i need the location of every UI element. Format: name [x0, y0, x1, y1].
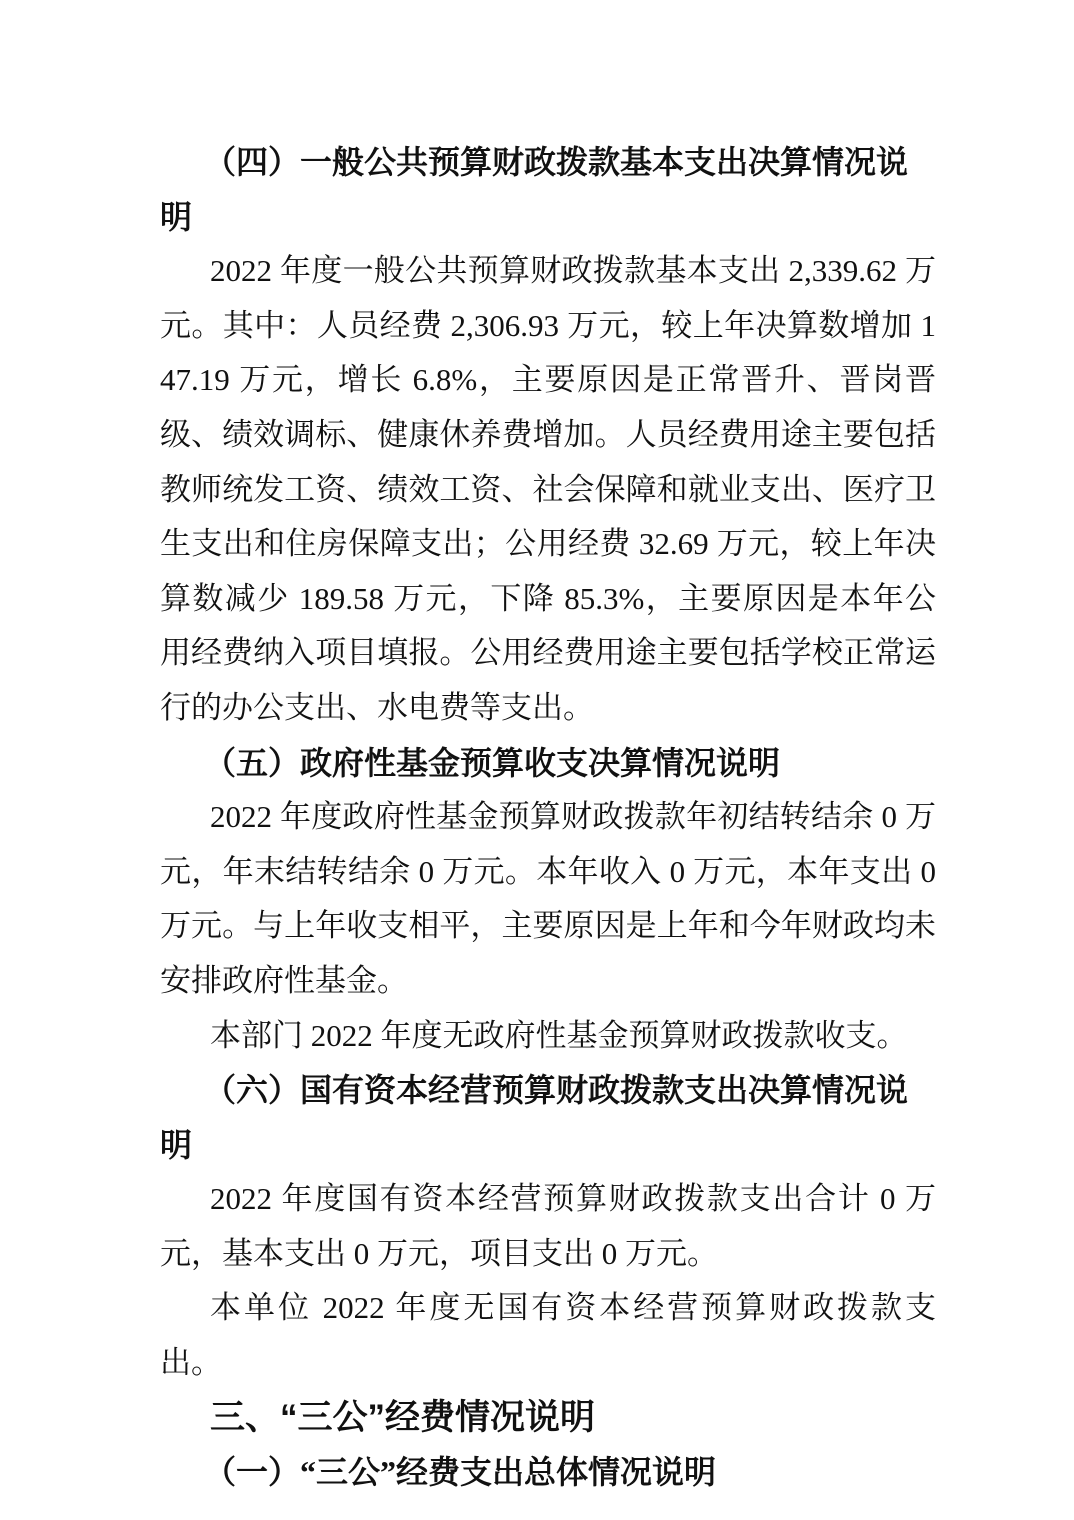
document-body — [160, 135, 936, 1500]
paragraph-basic-expenditure-detail: 2022 年度一般公共预算财政拨款基本支出 2,339.62 万元。其中：人员经费 2,306.93 万元，较上年决算数增加 147.19 万元，增长 6.8%，主要原因是正常晋升、晋岗晋级、绩效调标、健康休养费增加。人员经费用途主要包括教师统发工资、绩效工资、社会保障和就业支出、医疗卫生支出和住房保障支出；公用经费 32.69 万元，较上年决算数减少 189.58 万元，下降 85.3%，主要原因是本年公用经费纳入项目填报。公用经费用途主要包括学校正常运行的办公支出、水电费等支出。 — [160, 253, 936, 725]
section-heading-4-basic-expenditure: （四）一般公共预算财政拨款基本支出决算情况说明 — [160, 144, 909, 235]
section-heading-1-three-public-overview: （一）“三公”经费支出总体情况说明 — [204, 1454, 717, 1491]
paragraph-government-fund-none: 本部门 2022 年度无政府性基金预算财政拨款收支。 — [210, 1017, 908, 1053]
paragraph-state-capital-none: 本单位 2022 年度无国有资本经营预算财政拨款支出。 — [160, 1290, 936, 1381]
paragraph-state-capital-detail: 2022 年度国有资本经营预算财政拨款支出合计 0 万元，基本支出 0 万元，项目支出 0 万元。 — [160, 1181, 936, 1271]
chapter-heading-3-three-public-expenses: 三、“三公”经费情况说明 — [210, 1397, 596, 1437]
section-heading-6-state-capital: （六）国有资本经营预算财政拨款支出决算情况说明 — [160, 1072, 909, 1163]
section-heading-5-government-fund: （五）政府性基金预算收支决算情况说明 — [204, 744, 781, 781]
paragraph-government-fund-detail: 2022 年度政府性基金预算财政拨款年初结转结余 0 万元，年末结转结余 0 万元。本年收入 0 万元，本年支出 0 万元。与上年收支相平，主要原因是上年和今年财政均未安排政府性基金。 — [160, 799, 936, 998]
